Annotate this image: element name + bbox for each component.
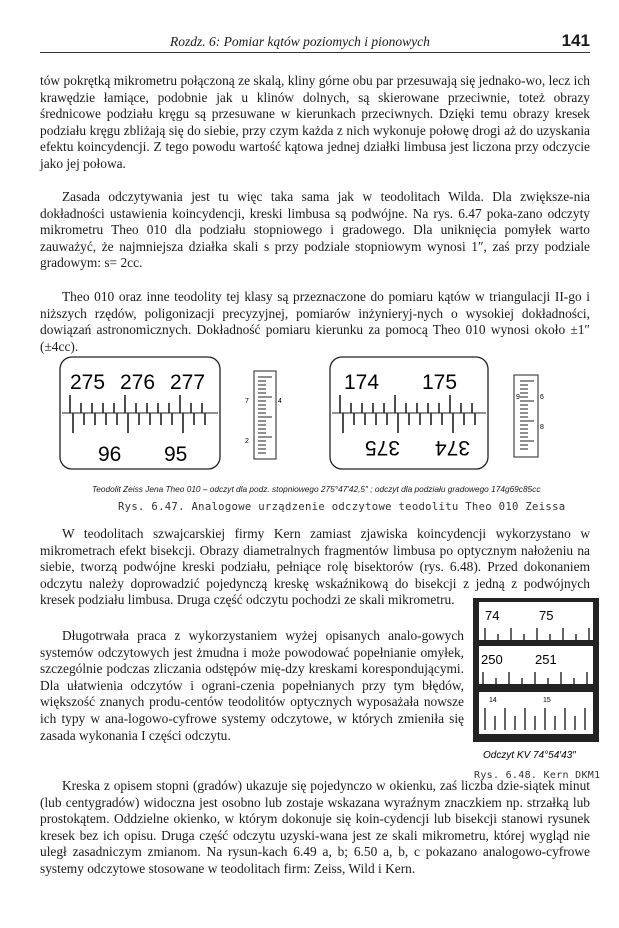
right-micrometer-label: 9 — [516, 394, 520, 401]
kern-top-label: 74 — [485, 608, 500, 623]
left-micrometer-label: 7 — [245, 398, 249, 405]
right-micrometer-label: 6 — [540, 394, 544, 401]
figure-6-48 — [473, 598, 601, 764]
kern-scale-label: 14 — [489, 697, 497, 704]
left-bottom-number: 95 — [164, 443, 188, 466]
left-micrometer-label: 2 — [245, 438, 249, 445]
right-top-number: 174 — [344, 371, 380, 394]
kern-middle-label: 250 — [481, 652, 503, 667]
left-top-number: 277 — [170, 371, 206, 394]
figure-6-47-reading-caption: Teodolit Zeiss Jena Theo 010 – odczyt dla podz. stopniowego 275°47′42,5″ ; odczyt dla podziału gradowego 174g69c85cc — [92, 484, 541, 494]
left-bottom-number: 96 — [98, 443, 122, 466]
left-graduation-ticks — [70, 395, 205, 433]
figure-6-47-drawing — [40, 355, 600, 475]
paragraph-3: Theo 010 oraz inne teodolity tej klasy są przeznaczone do pomiaru kątów w triangulacji II-go i niższych rzędów, poligonizacji precyzyjnej, pomiarów inżynieryj-nych o wysokiej dokładności, dowiązań astronomicznych. Dokładność pomiaru kierunku za pomocą Theo 010 wynosi około ±1″ (±4cc). — [40, 289, 590, 354]
header-rule — [40, 52, 590, 53]
right-micrometer-label: 8 — [540, 424, 544, 431]
kern-scale-label: 15 — [543, 697, 551, 704]
paragraph-5: Długotrwała praca z wykorzystaniem wyżej opisanych analo-gowych systemów odczytowych jest żmudna i może powodować popełnianie omyłek, szczególnie podczas zliczania odstępów mię-dzy kreskami korespondującymi. Dla ułatwienia odczytów i ograni-czenia popełnianych przy tym błędów, większość znanych produ-centów teodolitów optycznych wyposażała nowsze ich typy w ana-logowo-cyfrowe systemy odczytowe, w których zmieniła się zasada wykonania I części odczytu. — [40, 628, 464, 743]
right-top-number: 175 — [422, 371, 458, 394]
left-micrometer-scale — [254, 371, 276, 459]
chapter-title: Rozdz. 6: Pomiar kątów poziomych i pionowych — [170, 34, 430, 49]
kern-middle-label: 251 — [535, 652, 557, 667]
kern-top-label: 75 — [539, 608, 554, 623]
paragraph-6: Kreska z opisem stopni (gradów) ukazuje się pojedynczo w okienku, zaś liczba dzie-siątek minut (lub centygradów) widoczna jest osobno lub zostaje wskazana wyraźnym znaczkiem np. strzałką lub prostokątem. Oddzielne okienko, w którym dokonuje się koin-cydencji lub bisekcji stanowi rysunek kresek bez ich opisu. Druga część odczytu uzyski-wana jest ze skali mikrometru, której wygląd nie uległ zasadniczym zmianom. Na rysun-kach 6.49 a, b; 6.50 a, b, c pokazano analogowo-cyfrowe systemy odczytowe stosowane w teodolitach firm: Zeiss, Wild i Kern. — [40, 778, 590, 876]
figure-6-48-drawing — [473, 598, 601, 764]
paragraph-1: tów pokrętką mikrometru połączoną ze skalą, kliny górne obu par przesuwają się jednako-wo, lecz ich krawędzie łamiące, podobnie jak u klinów dolnych, są skierowane przeciwnie, toteż obrazy średnicowe podziału kręgu są przesuwane w kierunkach przeciwnych. Dzięki temu obrazy kresek podziału kręgu zbliżają się do siebie, przy czym każda z nich wykonuje połowę drogi aż do uzyskania efektu koincydencji. Z tego powodu wartość kątowa jednej działki limbusa jest liczona przy odczycie jako jej połowa. — [40, 73, 590, 171]
left-top-number: 275 — [70, 371, 106, 394]
right-micrometer-ticks — [520, 381, 534, 449]
running-header — [40, 31, 590, 54]
right-bottom-number: 375 — [364, 436, 400, 459]
right-bottom-number: 374 — [434, 436, 470, 459]
figure-6-47 — [40, 355, 600, 475]
figure-6-48-caption: Rys. 6.48. Kern DKM1 — [474, 770, 601, 781]
paragraph-4-start: W teodolitach szwajcarskiej firmy Kern zamiast zjawiska koincydencji wykorzystano w mikrometrach efekt bisekcji. Obrazy diametralnych fragmentów limbusa po optycznym nałożeniu na siebie, tworzą podwójne kreski podziału, pełniące rolę bisektorów (rys. 6.48). Przed dokonaniem odczytu należy doprowadzić pojedynczą kreskę wskaźnikową do bisekcji z jedną z podwójnych kresek podziału limbusa. Druga część odczytu pochodzi ze skali mikrometru. — [40, 526, 590, 608]
paragraph-2: Zasada odczytywania jest tu więc taka sama jak w teodolitach Wilda. Dla zwiększe-nia dokładności ustawienia koincydencji, kreski limbusa są podwójne. Na rys. 6.47 poka-zano odczyty mikrometru Theo 010 dla podziału stopniowego i gradowego. Dla uniknięcia pomyłek warto zauważyć, że najmniejsza działka skali s przy podziale stopniowym wynosi 1″, zaś przy podziale gradowym: s= 2cc. — [40, 189, 590, 271]
figure-6-47-caption: Rys. 6.47. Analogowe urządzenie odczytowe teodolitu Theo 010 Zeissa — [118, 501, 566, 513]
kern-reading: Odczyt KV 74°54′43″ — [483, 750, 576, 761]
right-graduation-ticks — [340, 395, 475, 433]
left-micrometer-ticks — [258, 377, 272, 453]
left-top-number: 276 — [120, 371, 156, 394]
left-micrometer-label: 4 — [278, 398, 282, 405]
page-number: 141 — [561, 31, 590, 50]
